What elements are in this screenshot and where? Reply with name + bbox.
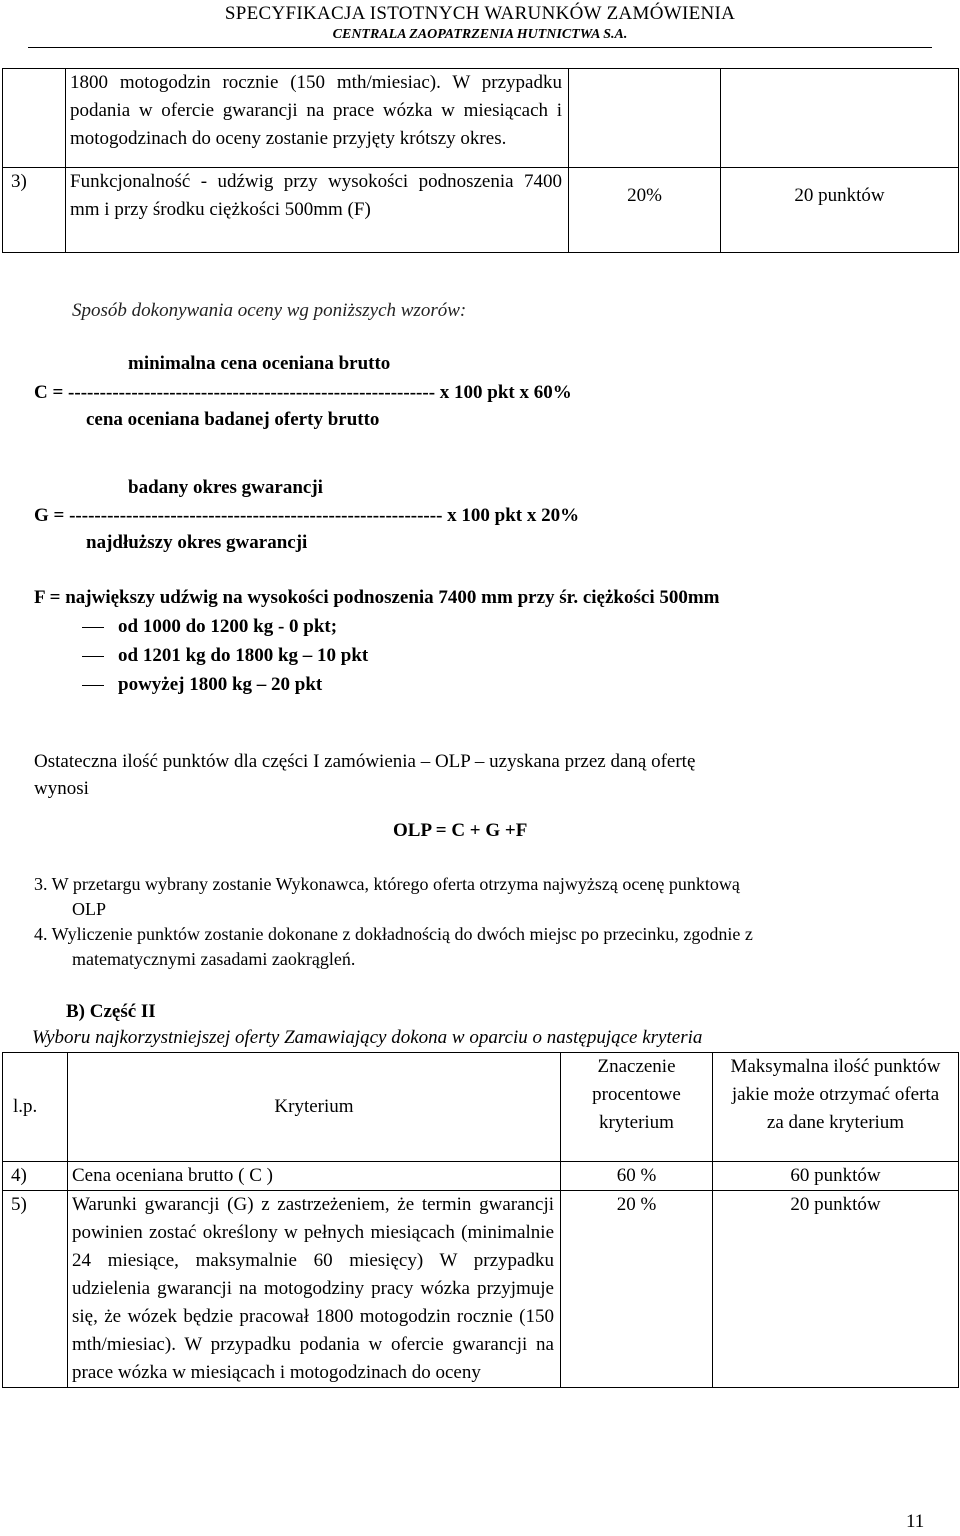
list-item: od 1201 kg do 1800 kg – 10 pkt xyxy=(82,642,368,670)
table-cell-lp: 3) xyxy=(3,168,66,253)
list-item: od 1000 do 1200 kg - 0 pkt; xyxy=(82,613,337,641)
point-4-cont: matematycznymi zasadami zaokrągleń. xyxy=(72,949,356,969)
criteria-table-part2 xyxy=(2,1052,959,1388)
criteria-table-part1 xyxy=(2,68,959,253)
table-cell-lp: 4) xyxy=(3,1162,68,1191)
table-header-znaczenie: Znaczenie procentowe kryterium xyxy=(561,1053,713,1162)
formula-c-denominator: cena oceniana badanej oferty brutto xyxy=(86,409,380,430)
page-number: 11 xyxy=(906,1511,925,1532)
dash-bullet-icon xyxy=(82,627,104,628)
table-cell-lp: 5) xyxy=(3,1191,68,1388)
method-intro: Sposób dokonywania oceny wg poniższych wzorów: xyxy=(72,300,467,321)
table-cell-punkty: 20 punktów xyxy=(713,1191,959,1388)
point-4: 4. Wyliczenie punktów zostanie dokonane z dokładnością do dwóch miejsc po przecinku, zgodnie z xyxy=(34,924,753,944)
point-3: 3. W przetargu wybrany zostanie Wykonawca, którego oferta otrzyma najwyższą ocenę punktową xyxy=(34,874,740,894)
table-cell-znaczenie: 20 % xyxy=(561,1191,713,1388)
part2-heading: B) Część II xyxy=(66,1001,156,1022)
table-cell-punkty: 60 punktów xyxy=(713,1162,959,1191)
final-formula: OLP = C + G +F xyxy=(393,820,528,841)
table-cell-znaczenie: 60 % xyxy=(561,1162,713,1191)
formula-g-denominator: najdłuższy okres gwarancji xyxy=(86,532,308,553)
formula-f-line: F = największy udźwig na wysokości podnoszenia 7400 mm przy śr. ciężkości 500mm xyxy=(34,587,720,608)
table-cell-kryterium: Warunki gwarancji (G) z zastrzeżeniem, że termin gwarancji powinien zostać określony w pełnych miesiącach (minimalnie 24 miesiące, maksymalnie 60 miesięcy) W przypadku udzielenia gwarancji na motogodziny pracy wózka przyjmuje się, że wózek będzie pracował 1800 motogodzin rocznie (150 mth/miesiac). W przypadku podania w ofercie gwarancji na prace wózka w miesiącach i motogodzinach do oceny xyxy=(68,1191,561,1388)
final-score-text-cont: wynosi xyxy=(34,778,89,799)
formula-g-numerator: badany okres gwarancji xyxy=(128,477,323,498)
dash-bullet-icon xyxy=(82,685,104,686)
company-name: CENTRALA ZAOPATRZENIA HUTNICTWA S.A. xyxy=(332,27,628,42)
table-header-row xyxy=(3,1053,959,1162)
formula-c-line: C = ---------------------------------------------------------- x 100 pkt x 60% xyxy=(34,382,572,403)
table-row xyxy=(3,168,959,253)
table-header-maks: Maksymalna ilość punktów jakie może otrzymać oferta za dane kryterium xyxy=(713,1053,959,1162)
part2-intro: Wyboru najkorzystniejszej oferty Zamawiający dokona w oparciu o następujące kryteria xyxy=(32,1027,703,1048)
table-cell-kryterium: 1800 motogodzin rocznie (150 mth/miesiac). W przypadku podania w ofercie gwarancji na prace wózka w miesiącach i motogodzinach do oceny zostanie przyjęty krótszy okres. xyxy=(66,69,569,168)
table-cell-punkty: 20 punktów xyxy=(721,168,959,253)
table-header-lp: l.p. xyxy=(3,1053,68,1162)
point-3-cont: OLP xyxy=(72,899,107,919)
table-row xyxy=(3,69,959,168)
table-cell-kryterium: Funkcjonalność - udźwig przy wysokości podnoszenia 7400 mm i przy środku ciężkości 500mm (F) xyxy=(66,168,569,253)
table-header-kryterium: Kryterium xyxy=(68,1053,561,1162)
table-row xyxy=(3,1191,959,1388)
table-cell-znaczenie: 20% xyxy=(569,168,721,253)
list-item: powyżej 1800 kg – 20 pkt xyxy=(82,671,322,699)
formula-g-line: G = ----------------------------------------------------------- x 100 pkt x 20% xyxy=(34,505,580,526)
final-score-text: Ostateczna ilość punktów dla części I zamówienia – OLP – uzyskana przez daną ofertę xyxy=(34,751,696,772)
table-row xyxy=(3,1162,959,1191)
table-cell-kryterium: Cena oceniana brutto ( C ) xyxy=(68,1162,561,1191)
formula-c-numerator: minimalna cena oceniana brutto xyxy=(128,353,391,374)
document-title: SPECYFIKACJA ISTOTNYCH WARUNKÓW ZAMÓWIENIA xyxy=(224,3,736,24)
header-divider xyxy=(28,47,932,48)
dash-bullet-icon xyxy=(82,656,104,657)
